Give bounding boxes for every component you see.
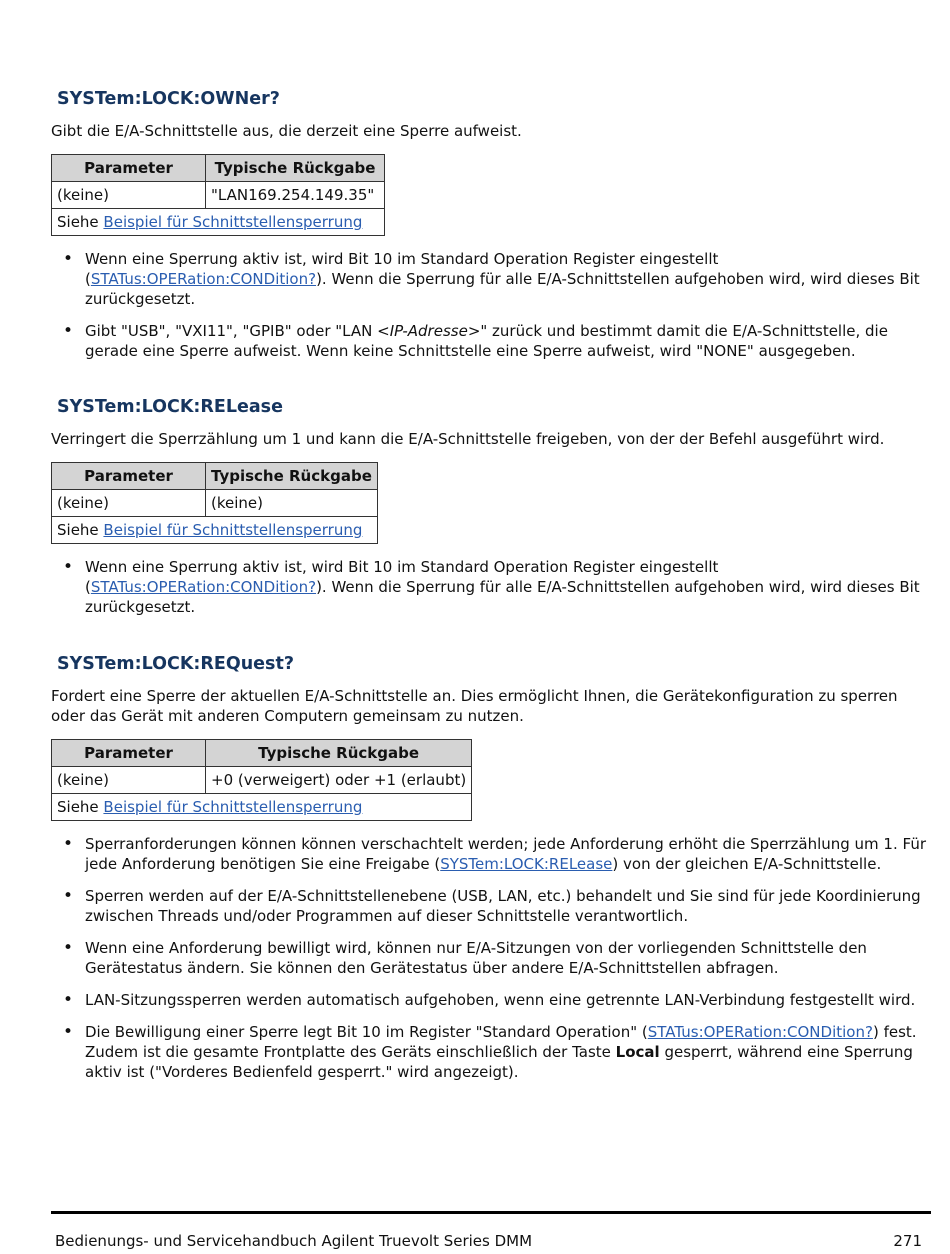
return-value: (keine)	[206, 490, 378, 517]
example-link[interactable]: Beispiel für Schnittstellensperrung	[103, 213, 363, 231]
see-prefix: Siehe	[57, 798, 104, 816]
col-header-return: Typische Rückgabe	[206, 740, 472, 767]
col-header-parameter: Parameter	[52, 463, 206, 490]
return-value: "LAN169.254.149.35"	[206, 182, 385, 209]
list-item: • Wenn eine Sperrung aktiv ist, wird Bit 10 im Standard Operation Register eingestellt (STATus:OPERation:CONDition?). Wenn die Sperrung für alle E/A-Schnittstellen aufgehoben wird, wird dieses Bit zurückgesetzt.	[51, 249, 931, 309]
col-header-parameter: Parameter	[52, 155, 206, 182]
param-value: (keine)	[52, 767, 206, 794]
footer-manual-title: Bedienungs- und Servicehandbuch Agilent Truevolt Series DMM	[55, 1232, 533, 1250]
param-value: (keine)	[52, 490, 206, 517]
see-also-row	[52, 517, 378, 544]
list-item: • Die Bewilligung einer Sperre legt Bit 10 im Register "Standard Operation" (STATus:OPERation:CONDition?) fest. Zudem ist die gesamte Frontplatte des Geräts einschließlich der Taste Local gesperrt, während eine Sperrung aktiv ist ("Vorderes Bedienfeld gesperrt." wird angezeigt).	[51, 1022, 931, 1082]
parameter-table	[51, 462, 378, 544]
section-heading: SYSTem:LOCK:RELease	[57, 397, 283, 417]
section-lock-release	[51, 397, 931, 629]
example-link[interactable]: Beispiel für Schnittstellensperrung	[103, 521, 363, 539]
col-header-return: Typische Rückgabe	[206, 463, 378, 490]
status-operation-link[interactable]: STATus:OPERation:CONDition?	[90, 270, 317, 288]
section-lock-request	[51, 654, 931, 1094]
section-description: Gibt die E/A-Schnittstelle aus, die derzeit eine Sperre aufweist.	[51, 122, 522, 140]
section-description: Fordert eine Sperre der aktuellen E/A-Schnittstelle an. Dies ermöglicht Ihnen, die Gerätekonfiguration zu sperren oder das Gerät mit anderen Computern gemeinsam zu nutzen.	[51, 687, 898, 725]
list-item: • Wenn eine Anforderung bewilligt wird, können nur E/A-Sitzungen von der vorliegenden Schnittstelle den Gerätestatus ändern. Sie können den Gerätestatus über andere E/A-Schnittstellen abfragen.	[51, 938, 931, 978]
ip-address-placeholder: IP-Adresse	[389, 322, 468, 340]
col-header-return: Typische Rückgabe	[206, 155, 385, 182]
section-heading: SYSTem:LOCK:REQuest?	[57, 654, 294, 674]
example-link[interactable]: Beispiel für Schnittstellensperrung	[103, 798, 363, 816]
parameter-table	[51, 154, 385, 236]
local-key-label: Local	[615, 1043, 660, 1061]
list-item: • Sperranforderungen können können verschachtelt werden; jede Anforderung erhöht die Sperrzählung um 1. Für jede Anforderung benötigen Sie eine Freigabe (SYSTem:LOCK:RELease) von der gleichen E/A-Schnittstelle.	[51, 834, 931, 874]
return-value: +0 (verweigert) oder +1 (erlaubt)	[206, 767, 472, 794]
list-item: • LAN-Sitzungssperren werden automatisch aufgehoben, wenn eine getrennte LAN-Verbindung festgestellt wird.	[51, 990, 931, 1010]
list-item: • Gibt "USB", "VXI11", "GPIB" oder "LAN <IP-Adresse>" zurück und bestimmt damit die E/A-Schnittstelle, die gerade eine Sperre aufweist. Wenn keine Schnittstelle eine Sperre aufweist, wird "NONE" ausgegeben.	[51, 321, 931, 361]
system-lock-release-link[interactable]: SYSTem:LOCK:RELease	[440, 855, 613, 873]
see-also-row	[52, 209, 385, 236]
see-prefix: Siehe	[57, 213, 104, 231]
footer-divider	[51, 1211, 931, 1214]
parameter-table	[51, 739, 472, 821]
list-item: • Wenn eine Sperrung aktiv ist, wird Bit 10 im Standard Operation Register eingestellt (STATus:OPERation:CONDition?). Wenn die Sperrung für alle E/A-Schnittstellen aufgehoben wird, wird dieses Bit zurückgesetzt.	[51, 557, 931, 617]
status-operation-link[interactable]: STATus:OPERation:CONDition?	[90, 578, 317, 596]
list-item: • Sperren werden auf der E/A-Schnittstellenebene (USB, LAN, etc.) behandelt und Sie sind für jede Koordinierung zwischen Threads und/oder Programmen auf dieser Schnittstelle verantwortlich.	[51, 886, 931, 926]
see-also-row	[52, 794, 472, 821]
section-lock-owner	[51, 89, 931, 373]
bullet-list	[51, 249, 931, 361]
bullet-list	[51, 557, 931, 617]
status-operation-link[interactable]: STATus:OPERation:CONDition?	[647, 1023, 873, 1041]
bullet-list	[51, 834, 931, 1082]
section-description: Verringert die Sperrzählung um 1 und kann die E/A-Schnittstelle freigeben, von der der Befehl ausgeführt wird.	[51, 430, 885, 448]
see-prefix: Siehe	[57, 521, 104, 539]
col-header-parameter: Parameter	[52, 740, 206, 767]
param-value: (keine)	[52, 182, 206, 209]
section-heading: SYSTem:LOCK:OWNer?	[57, 89, 280, 109]
page-number: 271	[893, 1232, 922, 1250]
